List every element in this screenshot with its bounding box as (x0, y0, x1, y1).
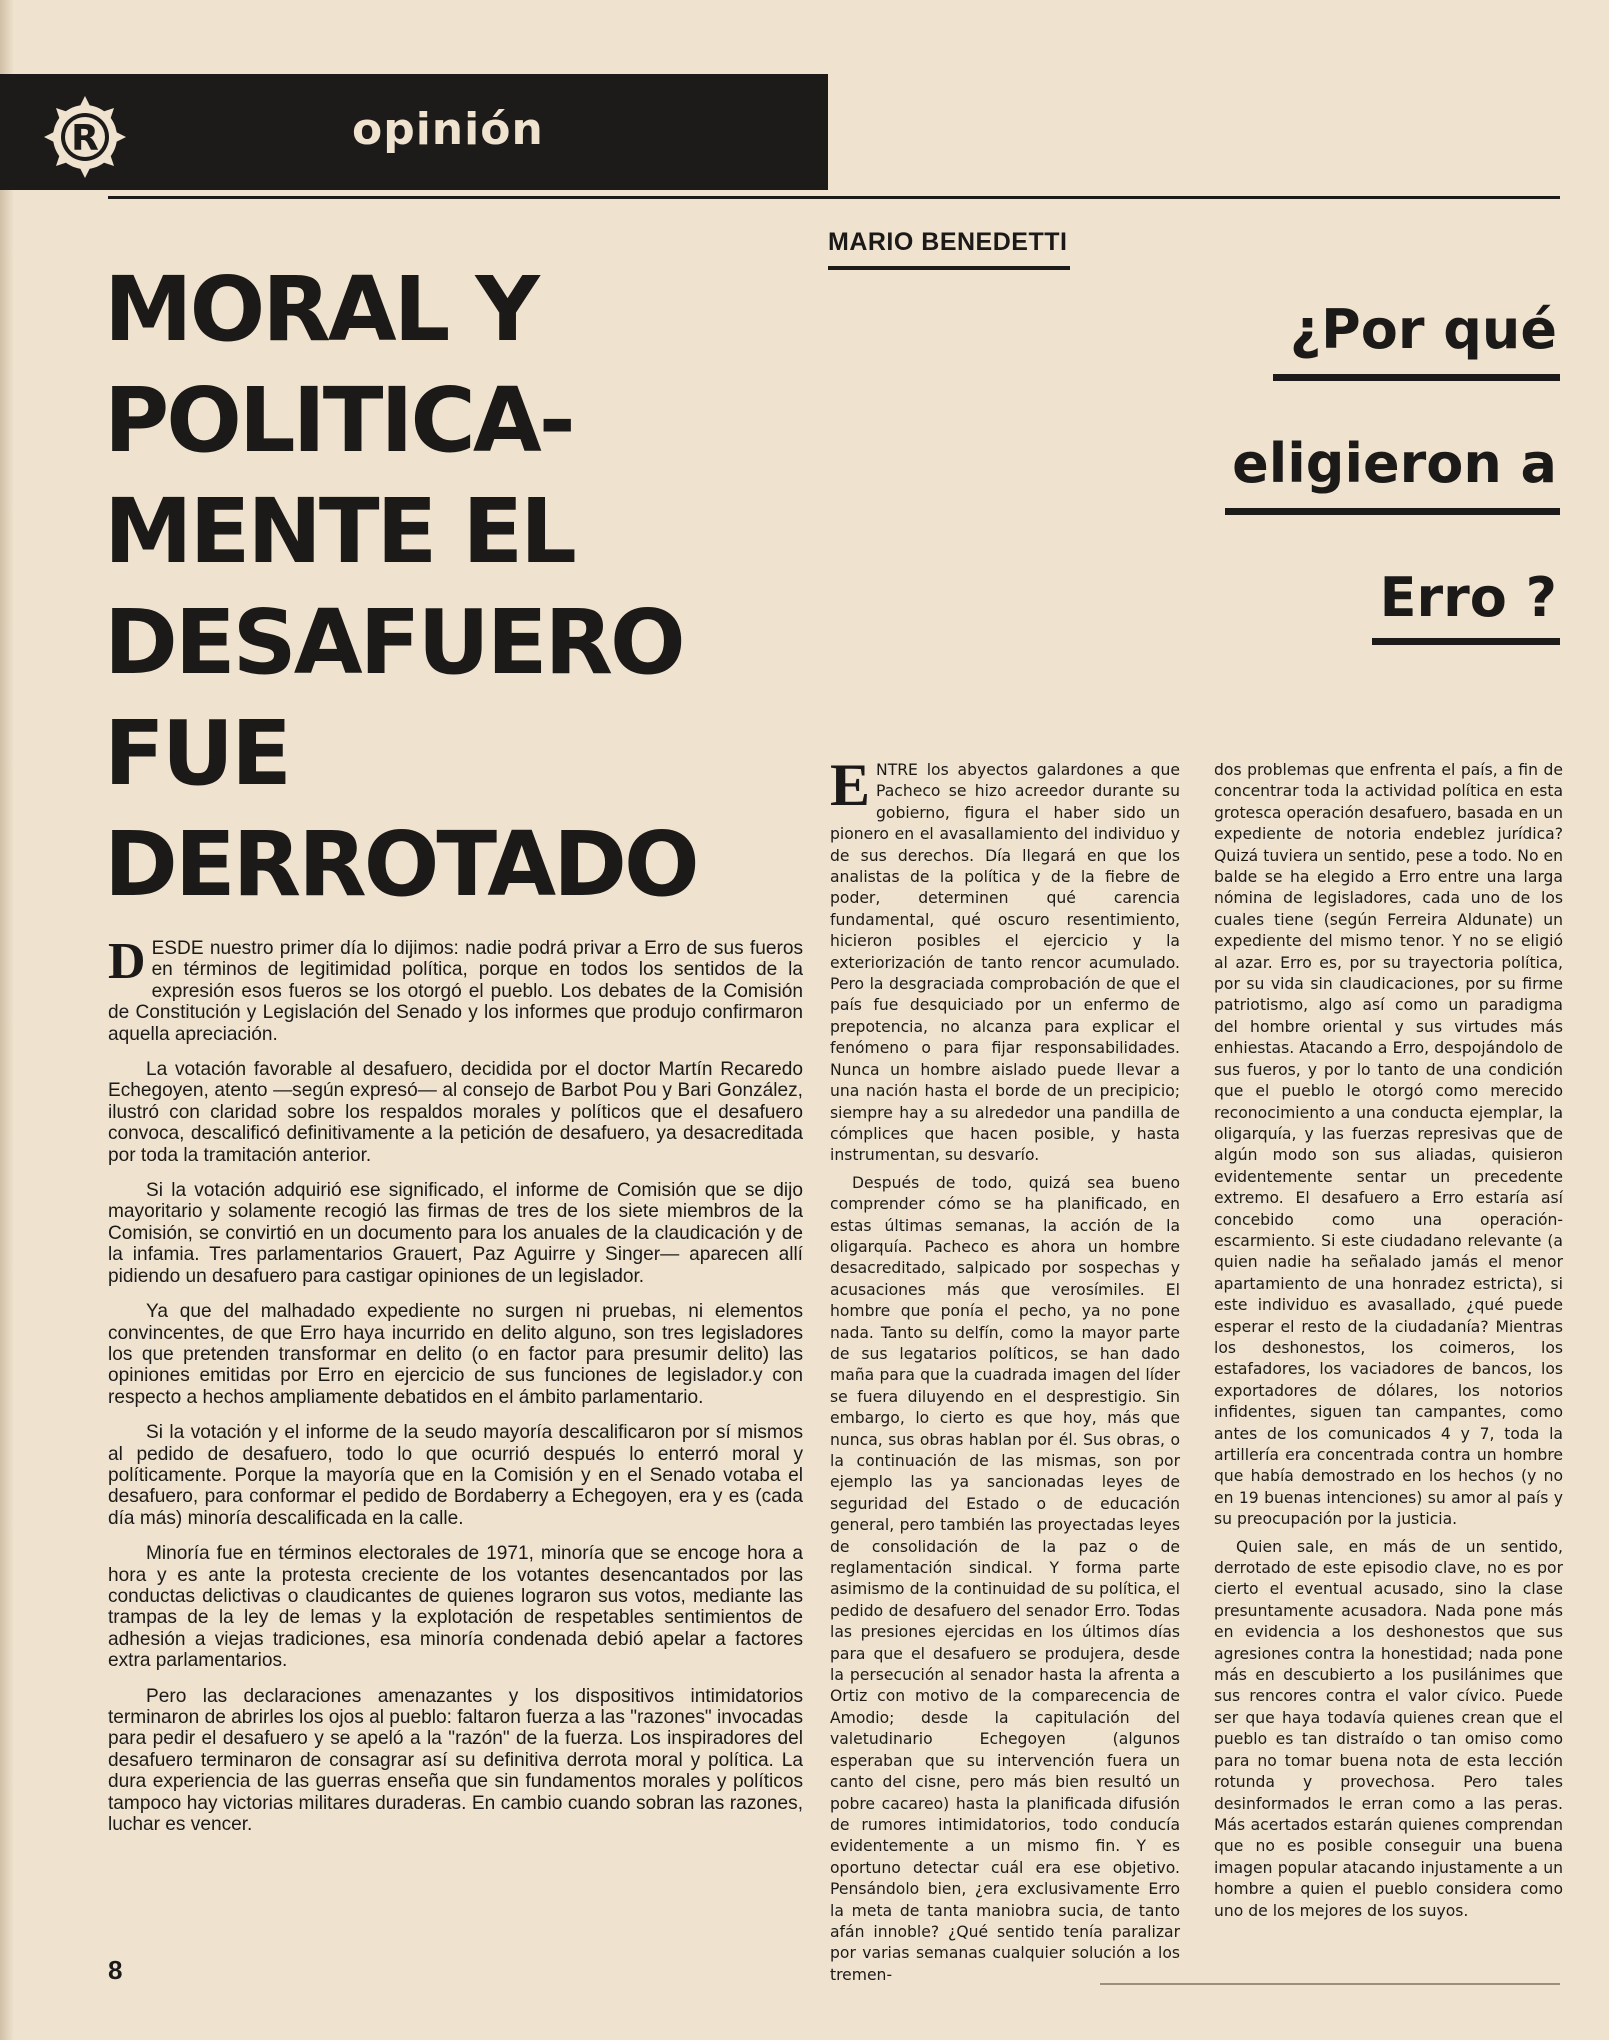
logo-letter: R (71, 118, 99, 159)
article-paragraph: Pero las declaraciones amenazantes y los dispositivos intimidatorios terminaron de abrirles los ojos al pueblo: faltaron fuerza a las "razones" invocadas para pedir el desafuero y se apeló a la "razón" de la fuerza. Los inspiradores del desafuero terminaron de consagrar así su definitiva derrota moral y política. La dura experiencia de las guerras enseña que sin fundamentos morales y políticos tampoco hay victorias militares duraderas. En cambio cuando sobran las razones, luchar es vencer. (108, 1685, 803, 1836)
headline-line: MORAL Y (104, 257, 537, 361)
article-middle-column (830, 752, 1180, 1992)
headline-line: FUE (104, 701, 289, 805)
author-rule (828, 266, 1070, 270)
headline-line: POLITICA- (104, 368, 573, 472)
article-paragraph: DESDE nuestro primer día lo dijimos: nadie podrá privar a Erro de sus fueros en términos de legitimidad política, porque en todos los sentidos de la expresión esos fueros se los otorgó el pueblo. Los debates de la Comisión de Constitución y Legislación del Senado y los informes que produjo confirmaron aquella apreciación. (108, 933, 803, 1045)
headline-line: DERROTADO (104, 812, 697, 916)
question-rule (1273, 374, 1560, 381)
article-paragraph: Ya que del malhadado expediente no surgen ni pruebas, ni elementos convincentes, de que Erro haya incurrido en delito alguno, son tres legisladores los que pretenden transformar en delito (o en factor para presumir delito) las opiniones emitidas por Erro en ejercicio de sus funciones de legislador.y con respecto a hechos ampliamente debatidos en el ámbito parlamentario. (108, 1301, 803, 1408)
article-left-column (108, 933, 803, 1849)
author-byline: MARIO BENEDETTI (828, 228, 1068, 256)
headline-line: DESAFUERO (104, 590, 683, 694)
top-rule (108, 196, 1560, 199)
article-right-column (1214, 760, 1563, 1928)
bottom-rule (1100, 1983, 1560, 1985)
magazine-logo-icon (42, 94, 128, 180)
article-paragraph: Si la votación y el informe de la seudo mayoría descalificaron por sí mismos al pedido de desafuero, todo lo que ocurrió después lo enterró moral y políticamente. Porque la mayoría que en la Comisión y en el Senado votaba el desafuero, para conformar el pedido de Bordaberry a Echegoyen, era y es (cada día más) minoría descalificada en la calle. (108, 1422, 803, 1529)
question-line: ¿Por qué (1289, 298, 1557, 361)
article-paragraph: dos problemas que enfrenta el país, a fin de concentrar toda la actividad política en esta grotesca operación desafuero, basada en un expediente de notoria endeblez jurídica? Quizá tuviera un sentido, pese a todo. No en balde se ha elegido a Erro entre una larga nómina de legisladores, cada uno de los cuales tiene (según Ferreira Aldunate) un expediente del mismo tenor. Y no se eligió al azar. Erro es, por su trayectoria política, por su vida sin claudicaciones, por su firme patriotismo, algo así como un paradigma del hombre oriental y sus virtudes más enhiestas. Atacando a Erro, despojándolo de sus fueros, y por lo tanto de una condición que el pueblo le otorgó como merecido reconocimiento a una conducta ejemplar, la oligarquía, y las fuerzas represivas que de algún modo son sus aliadas, quisieron evidentemente sentar un precedente extremo. El desafuero a Erro estaría así concebido como una operación-escarmiento. Si este ciudadano relevante (a quien nadie ha señalado jamás el menor apartamiento de una honradez estricta), si este individuo es avasallado, ¿qué puede esperar el resto de la ciudadanía? Mientras los deshonestos, los coimeros, los estafadores, los vaciadores de bancos, los exportadores de dólares, los notorios infidentes, siguen tan campantes, como antes de los comunicados 4 y 7, toda la artillería era concentrada contra un hombre que había demostrado en los hechos (y no en 19 buenas intenciones) su amor al país y su preocupación por la justicia. (1214, 761, 1563, 1529)
article-paragraph: ENTRE los abyectos galardones a que Pacheco se hizo acreedor durante su gobierno, figura el haber sido un pionero en el avasallamiento del individuo y de sus derechos. Día llegará en que los analistas de la política y de la fiebre de poder, determinen qué carencia fundamental, qué oscuro resentimiento, hicieron posibles el ejercicio y la exteriorización de tanto rencor acumulado. Pero la desgraciada comprobación de que el país fue desquiciado por un enfermo de prepotencia, no alcanza para explicar el fenómeno o para fijar responsabilidades. Nunca un hombre aislado puede llevar a una nación hasta el borde de un precipicio; siempre hay a su alrededor una pandilla de cómplices que hacen posible, y hasta instrumentan, su desvarío. (830, 752, 1180, 1165)
headline (104, 254, 804, 920)
question-line: Erro ? (1379, 566, 1557, 629)
dropcap: E (830, 752, 871, 818)
article-paragraph: Quien sale, en más de un sentido, derrotado de este episodio clave, no es por cierto el eventual acusado, sino la clase presuntamente acusadora. Nada pone más en evidencia a los deshonestos que sus agresiones contra la honestidad; nada pone más en descubierto a los pusilánimes que sus rencores contra el valor cívico. Puede ser que haya todavía quienes crean que el pueblo es tan distraído o tan omiso como para no tomar buena nota de esta lección rotunda y provechosa. Pero tales desinformados le erran como a las peras. Más acertados estarán quienes comprendan que no es posible conseguir una buena imagen popular atacando injustamente a un hombre a quien el pueblo considera como uno de los mejores de los suyos. (1214, 1537, 1563, 1920)
article-paragraph: Después de todo, quizá sea bueno comprender cómo se ha planificado, en estas últimas semanas, la acción de la oligarquía. Pacheco es ahora un hombre desacreditado, salpicado por sospechas y acusaciones más que verosímiles. El hombre que ponía el pecho, ya no pone nada. Tanto su delfín, como la mayor parte de sus legatarios políticos, se han dado maña para que la cuadrada imagen del líder se fuera diluyendo en el desprestigio. Sin embargo, lo cierto es que hoy, más que nunca, sus obras hablan por él. Sus obras, o la continuación de las mismas, son por ejemplo las ya sancionadas leyes de seguridad del Estado o de educación general, pero también las proyectadas leyes de consolidación de la paz o de reglamentación sindical. Y forma parte asimismo de la continuidad de su política, el pedido de desafuero del senador Erro. Todas las presiones ejercidas en los últimos días para que el desafuero se produjera, desde la persecución al senador hasta la afrenta a Ortiz con motivo de la comparecencia de Amodio; desde la capitulación del valetudinario Echegoyen (algunos esperaban que su intervención fuera un canto del cisne, pero más bien resultó un pobre cacareo) hasta la planificada difusión de rumores intimidatorios, todo conducía evidentemente a un mismo fin. Y es oportuno detectar cuál era ese objetivo. Pensándolo bien, ¿era exclusivamente Erro la meta de tanta maniobra sucia, de tanto afán innoble? ¿Qué sentido tenía paralizar por varias semanas cualquier solución a los tremen- (830, 1173, 1180, 1984)
article-paragraph: Minoría fue en términos electorales de 1971, minoría que se encoge hora a hora y es ante la protesta creciente de los votantes desencantados por las conductas delictivas o claudicantes de quienes lograron sus votos, mediante las trampas de la ley de lemas y la explotación de respetables sentimientos de adhesión a viejas tradiciones, esa minoría condenada debió apelar a factores extra parlamentarios. (108, 1543, 803, 1672)
question-rule (1225, 508, 1560, 515)
article-paragraph: Si la votación adquirió ese significado, el informe de Comisión que se dijo mayoritario y solamente recogió las firmas de tres de los siete miembros de la Comisión, se convirtió en un documento para los anuales de la claudicación y de la infamia. Tres parlamentarios Grauert, Paz Aguirre y Singer— aparecen allí pidiendo un desafuero para castigar opiniones de un legislador. (108, 1180, 803, 1287)
dropcap: D (108, 933, 146, 990)
headline-line: MENTE EL (104, 479, 574, 583)
question-line: eligieron a (1232, 432, 1557, 495)
question-rule (1372, 638, 1560, 645)
article-paragraph: La votación favorable al desafuero, decidida por el doctor Martín Recaredo Echegoyen, atento —según expresó— al consejo de Barbot Pou y Bari González, ilustró con claridad sobre los respaldos morales y políticos que el desafuero convoca, descalificó definitivamente a la petición de desafuero, ya desacreditada por toda la tramitación anterior. (108, 1059, 803, 1166)
section-title: opinión (352, 104, 544, 155)
page-number: 8 (108, 1955, 123, 1985)
page-edge (0, 0, 14, 2040)
